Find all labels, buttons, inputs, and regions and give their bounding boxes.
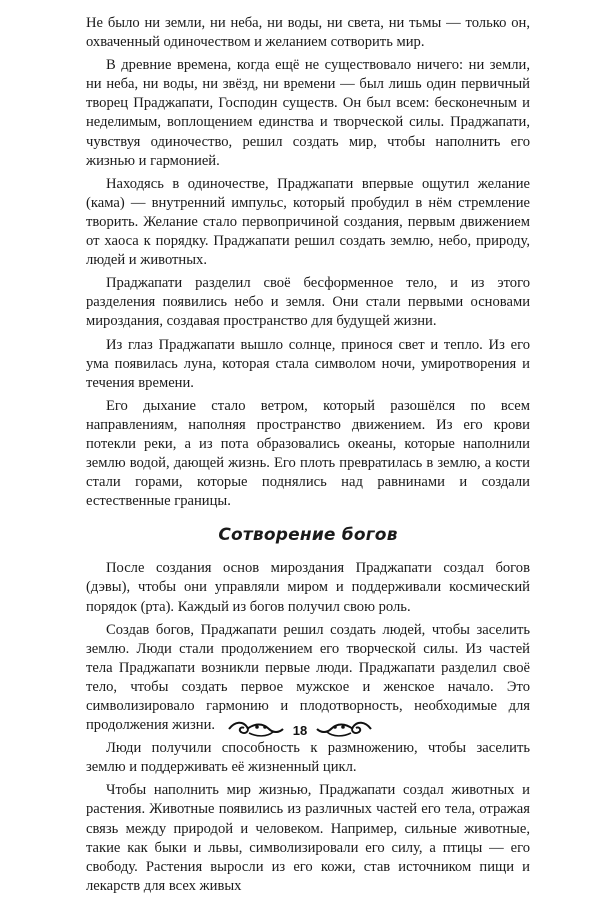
paragraph: После создания основ мироздания Праджапати создал богов (дэвы), чтобы они управляли миром и поддерживали космический порядок (рта). Каждый из богов получил свою роль. xyxy=(86,560,530,615)
page-number: 18 xyxy=(292,723,308,738)
ornament-left-icon xyxy=(227,719,285,744)
section-heading: Сотворение богов xyxy=(218,525,398,546)
paragraph: Чтобы наполнить мир жизнью, Праджапати создал животных и растения. Животные появились из различных частей его тела, отражая связь между природой и человеком. Например, сильные животные, такие как быки и львы, символизировали его силу, а птицы — его свободу. Растения выросли из его кожи, став источником пищи и лекарств для всех живых xyxy=(86,782,530,894)
page-footer xyxy=(0,718,600,744)
paragraph: Его дыхание стало ветром, который разошёлся по всем направлениям, наполняя пространство движением. Из его крови потекли реки, а из пота образовались океаны, которые наполнили землю водой, дающей жизнь. Его плоть превратилась в землю, а кости стали горами, которые поднялись над равнинами и создали естественные границы. xyxy=(86,397,530,510)
paragraph: Создав богов, Праджапати решил создать людей, чтобы заселить землю. Люди стали продолжением его творческой силы. Из частей тела Праджапати возникли первые люди. Праджапати разделил своё тело, чтобы создать первое мужское и женское начало. Это символизировало гармонию и плодотворность, необходимые для продолжения жизни. xyxy=(86,621,530,734)
paragraph: Люди получили способность к размножению, чтобы заселить землю и поддерживать её жизненный цикл. xyxy=(86,740,530,776)
ornament-right-icon xyxy=(315,719,373,744)
paragraph: Находясь в одиночестве, Праджапати впервые ощутил желание (кама) — внутренний импульс, который пробудил в нём стремление творить. Желание стало первопричиной создания, первым движением от хаоса к порядку. Праджапати решил создать землю, небо, природу, людей и животных. xyxy=(86,175,530,269)
paragraph: Из глаз Праджапати вышло солнце, принося свет и тепло. Из его ума появилась луна, которая стала символом ночи, умиротворения и течения времени. xyxy=(86,336,530,391)
paragraph: Праджапати разделил своё бесформенное тело, и из этого разделения появились небо и земля. Они стали первыми основами мироздания, создавая пространство для будущей жизни. xyxy=(86,275,530,330)
paragraph: Не было ни земли, ни неба, ни воды, ни света, ни тьмы — только он, охваченный одиночеством и желанием сотворить мир. xyxy=(86,15,530,51)
paragraph: В древние времена, когда ещё не существовало ничего: ни земли, ни неба, ни воды, ни звёзд, ни времени — был лишь один первичный творец Праджапати, Господин существ. Он был всем: бесконечным и неделимым, воплощением единства и творческой силы. Праджапати, чувствуя одиночество, решил создать мир, чтобы наполнить его жизнью и гармонией. xyxy=(86,57,530,169)
page-body xyxy=(86,14,530,900)
